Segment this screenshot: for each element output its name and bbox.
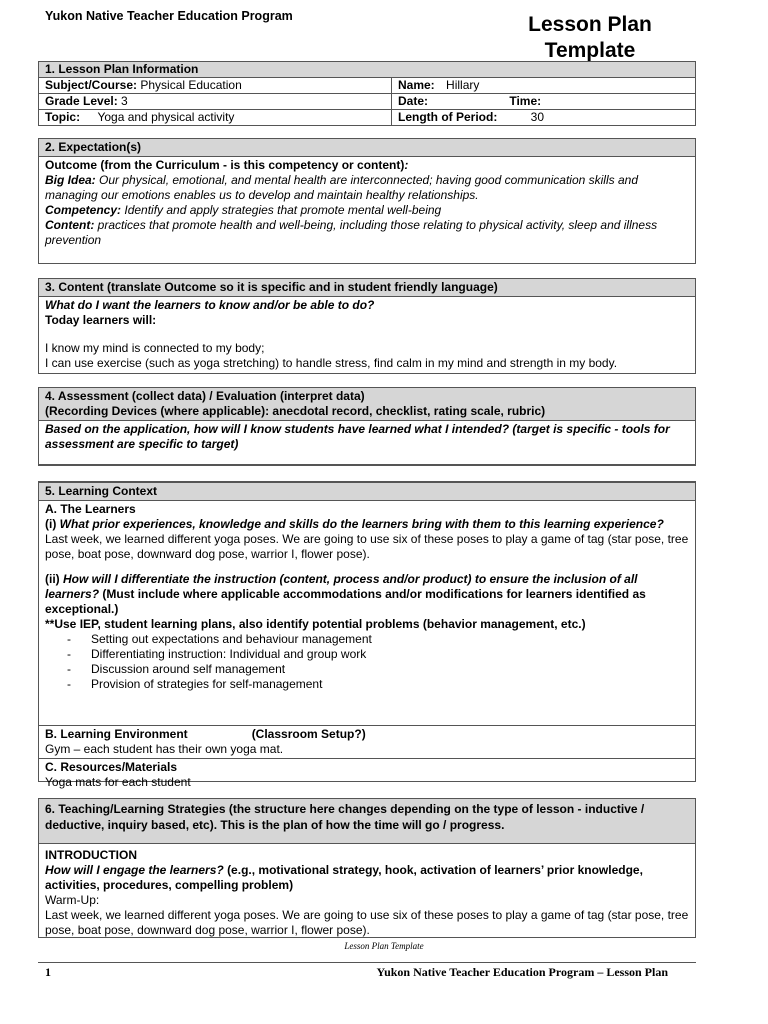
a1-text: Last week, we learned different yoga poses. We are going to use six of these poses to play a game of tag (star pose, tree pose, boat pose, downward dog pose, warrior I, flower pose). bbox=[45, 532, 689, 561]
section3-line1: I know my mind is connected to my body; bbox=[45, 341, 265, 355]
name-cell bbox=[392, 78, 696, 94]
content-line bbox=[45, 218, 689, 248]
section3-question: What do I want the learners to know and/or be able to do? bbox=[45, 298, 375, 312]
list-item: - Setting out expectations and behaviour management bbox=[67, 632, 689, 647]
topic-label: Topic: bbox=[45, 110, 81, 124]
name-value: Hillary bbox=[446, 78, 480, 92]
section3-line2: I can use exercise (such as yoga stretching) to handle stress, find calm in my mind and strength in my body. bbox=[45, 356, 618, 370]
q1-text: What prior experiences, knowledge and skills do the learners bring with them to this learning experience? bbox=[59, 517, 664, 531]
q2-tail: (Must include where applicable accommodations and/or modifications for learners identified as exceptional.) bbox=[45, 587, 646, 616]
topic-value: Yoga and physical activity bbox=[97, 110, 235, 124]
section1-heading: 1. Lesson Plan Information bbox=[39, 62, 696, 78]
iep-note: **Use IEP, student learning plans, also identify potential problems (behavior management, etc.) bbox=[45, 617, 586, 631]
section-assessment bbox=[38, 387, 696, 466]
content-label: Content: bbox=[45, 218, 95, 232]
section4-question: Based on the application, how will I know students have learned what I intended? (target is specific - tools for assessment are specific to target) bbox=[45, 422, 670, 451]
resources-title: C. Resources/Materials bbox=[45, 760, 178, 774]
section-lesson-info bbox=[38, 61, 696, 126]
subject-cell bbox=[39, 78, 392, 94]
bigidea-line bbox=[45, 173, 689, 203]
learning-environment bbox=[39, 725, 695, 758]
outcome-colon: : bbox=[404, 158, 409, 172]
subject-label: Subject/Course: bbox=[45, 78, 138, 92]
competency-line bbox=[45, 203, 689, 218]
warmup-text: Last week, we learned different yoga poses. We are going to use six of these poses to play a game of tag (star pose, tree pose, boat pose, downward dog pose, warrior I, flower pose). bbox=[45, 908, 689, 937]
q2-line bbox=[45, 572, 689, 617]
doc-title-line2: Template bbox=[544, 39, 636, 62]
section5-heading: 5. Learning Context bbox=[39, 483, 695, 501]
grade-cell bbox=[39, 94, 392, 110]
list-item: - Provision of strategies for self-management bbox=[67, 677, 689, 692]
doc-title bbox=[490, 12, 690, 64]
doc-title-line1: Lesson Plan bbox=[528, 13, 652, 36]
section2-body bbox=[39, 157, 695, 249]
section-expectations bbox=[38, 138, 696, 264]
section3-body bbox=[39, 297, 695, 372]
q1-prefix: (i) bbox=[45, 517, 57, 531]
section6-body bbox=[39, 844, 695, 939]
q2-prefix: (ii) bbox=[45, 572, 60, 586]
length-label: Length of Period: bbox=[398, 110, 498, 124]
section4-heading bbox=[39, 388, 695, 421]
section3-today: Today learners will: bbox=[45, 313, 157, 327]
grade-label: Grade Level: bbox=[45, 94, 118, 108]
bigidea-label: Big Idea: bbox=[45, 173, 96, 187]
section-learning-context bbox=[38, 481, 696, 789]
topic-cell bbox=[39, 110, 392, 126]
engage-question: How will I engage the learners? bbox=[45, 863, 224, 877]
grade-value: 3 bbox=[121, 94, 128, 108]
section-content bbox=[38, 278, 696, 374]
length-value: 30 bbox=[530, 110, 545, 124]
footer-caption: Lesson Plan Template bbox=[344, 941, 424, 951]
section6-heading: 6. Teaching/Learning Strategies (the structure here changes depending on the type of lesson - inductive / deductive, inquiry based, etc). This is the plan of how the time will go / progress. bbox=[39, 799, 695, 844]
outcome-text: Outcome (from the Curriculum - is this competency or content) bbox=[45, 158, 405, 172]
list-item: - Discussion around self management bbox=[67, 662, 689, 677]
intro-title: INTRODUCTION bbox=[45, 848, 137, 862]
length-cell bbox=[392, 110, 696, 126]
subject-value: Physical Education bbox=[140, 78, 242, 92]
resources bbox=[39, 758, 695, 791]
list-item: - Differentiating instruction: Individual and group work bbox=[67, 647, 689, 662]
learners-title: A. The Learners bbox=[45, 502, 136, 516]
date-time-cell bbox=[392, 94, 696, 110]
engage-line bbox=[45, 863, 689, 893]
environment-title: B. Learning Environment bbox=[45, 727, 188, 741]
content-text: practices that promote health and well-being, including those relating to physical activity, sleep and illness prevention bbox=[45, 218, 658, 247]
strategy-list bbox=[45, 632, 689, 692]
q1-line bbox=[45, 517, 689, 532]
environment-heading-line bbox=[45, 727, 689, 742]
outcome-line bbox=[45, 158, 689, 173]
q2-text: How will I differentiate the instruction (content, process and/or product) to ensure the inclusion of all learners? bbox=[45, 572, 638, 601]
time-label: Time: bbox=[509, 94, 542, 108]
competency-label: Competency: bbox=[45, 203, 122, 217]
section-strategies bbox=[38, 798, 696, 938]
name-label: Name: bbox=[398, 78, 435, 92]
environment-note: (Classroom Setup?) bbox=[251, 727, 366, 741]
warmup-label: Warm-Up: bbox=[45, 893, 100, 907]
section3-heading: 3. Content (translate Outcome so it is specific and in student friendly language) bbox=[39, 279, 695, 297]
resources-text: Yoga mats for each student bbox=[45, 775, 191, 789]
footer-title: Yukon Native Teacher Education Program – Lesson Plan bbox=[376, 965, 668, 979]
competency-text: Identify and apply strategies that promote mental well-being bbox=[124, 203, 442, 217]
section4-heading-line1: 4. Assessment (collect data) / Evaluation (interpret data) bbox=[45, 389, 365, 403]
footer-divider bbox=[38, 962, 696, 963]
engage-tail: (e.g., motivational strategy, hook, activation of learners’ prior knowledge, activities, procedures, compelling problem) bbox=[45, 863, 643, 892]
page-number: 1 bbox=[45, 965, 51, 979]
org-name: Yukon Native Teacher Education Program bbox=[45, 9, 293, 23]
date-label: Date: bbox=[398, 94, 429, 108]
environment-text: Gym – each student has their own yoga mat. bbox=[45, 742, 284, 756]
section4-heading-line2: (Recording Devices (where applicable): anecdotal record, checklist, rating scale, rubric) bbox=[45, 404, 546, 418]
section5-learners bbox=[39, 501, 695, 725]
section2-heading: 2. Expectation(s) bbox=[39, 139, 695, 157]
bigidea-text: Our physical, emotional, and mental health are interconnected; having good communication skills and managing our emotions enables us to develop and maintain healthy relationships. bbox=[45, 173, 638, 202]
